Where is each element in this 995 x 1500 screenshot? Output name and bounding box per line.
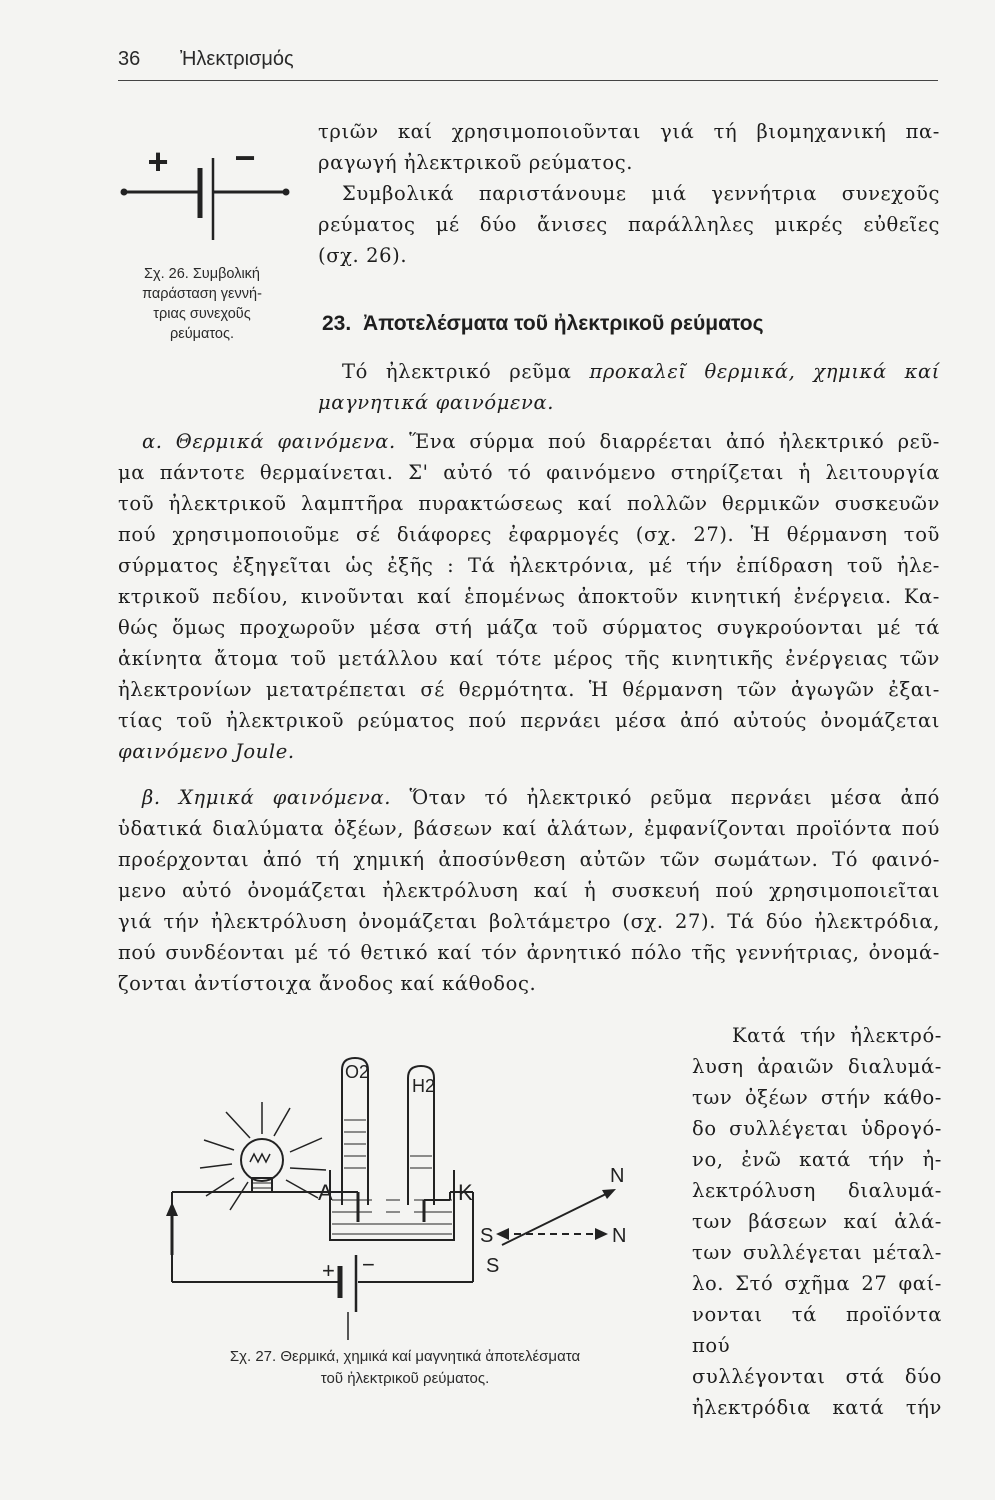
fig27-caption-line: Σχ. 27. Θερμικά, χημικά καί μαγνητικά ἀποτελέσματα [229, 1348, 581, 1365]
side-line: δο συλλέγεται ὑδρογό- [692, 1117, 942, 1140]
fig26-caption-line: ρεύματος. [170, 326, 234, 342]
thermal-line-text: Ἕνα σύρμα πού διαρρέεται ἀπό ἠλεκτρικό ρεῦ- [409, 430, 940, 453]
label-north-1: N [610, 1165, 625, 1187]
thermal-line: ἀκίνητα ἄτομα τοῦ μετάλλου καί τότε μέρος τῆς κινητικῆς ἐνέργειας τῶν [118, 647, 940, 670]
side-line: λο. Στό σχῆμα 27 φαί- [692, 1272, 942, 1295]
label-south-1: S [480, 1225, 494, 1247]
o2-tube-liquid [344, 1120, 366, 1168]
lead-italic-text: μαγνητικά φαινόμενα. [318, 391, 555, 414]
label-south-2: S [486, 1255, 500, 1277]
intro-line: ραγωγή ἠλεκτρικοῦ ρεύματος. [318, 151, 634, 174]
side-line: συλλέγονται στά δύο [692, 1365, 942, 1388]
thermal-line [118, 736, 940, 767]
side-line: ἠλεκτρόδια κατά τήν [692, 1396, 942, 1419]
section-lead-line-2 [318, 387, 554, 418]
side-line: των ὀξέων στήν κάθο- [692, 1086, 942, 1109]
page-number: 36 [118, 48, 141, 70]
label-battery-minus: − [362, 1252, 375, 1277]
thermal-line: σύρματος ἐξηγεῖται ὡς ἐξῆς : Τά ἠλεκτρόνια, μέ τήν ἐπίδραση τοῦ ἠλε- [118, 554, 940, 577]
thermal-heading: α. Θερμικά φαινόμενα. [142, 430, 396, 453]
chemical-line: ζονται ἀντίστοιχα ἄνοδος καί κάθοδος. [118, 972, 537, 995]
side-line: νο, ἐνῶ κατά τήν ἠ- [692, 1148, 942, 1171]
side-line: των βάσεων καί ἁλά- [692, 1210, 942, 1233]
thermal-line: πού χρησιμοποιοῦμε σέ διάφορες ἐφαρμογές (σχ. 27). Ἡ θέρμανση τοῦ [118, 523, 940, 546]
running-title: Ἠλεκτρισμός [180, 48, 294, 70]
figure-26-generator-symbol [112, 130, 302, 255]
chemical-line: πού συνδέονται μέ τό θετικό καί τόν ἀρνητικό πόλο τῆς γεννήτριας, ὀνομά- [118, 941, 940, 964]
section-lead [342, 356, 940, 387]
side-line: λεκτρόλυση διαλυμά- [692, 1179, 942, 1202]
lead-italic-text: προκαλεῖ θερμικά, χημικά καί [589, 360, 940, 383]
thermal-line: τοῦ ἠλεκτρικοῦ λαμπτῆρα πυρακτώσεως καί πολλῶν θερμικῶν συσκευῶν [118, 492, 940, 515]
label-anode: A [318, 1180, 333, 1205]
label-cathode: K [458, 1180, 473, 1205]
section-heading [322, 312, 764, 336]
electrolyte-hatch [332, 1200, 452, 1234]
thermal-line [118, 426, 940, 457]
side-line: νονται τά προϊόντα πού [692, 1303, 942, 1357]
header-rule [118, 80, 938, 81]
chemical-line: μενο αὐτό ὀνομάζεται ἠλεκτρόλυση καί ἡ συσκευή πού χρησιμοποιεῖται [118, 879, 940, 902]
label-battery-plus: + [322, 1258, 335, 1283]
fig27-caption-line: τοῦ ἠλεκτρικοῦ ρεύματος. [320, 1370, 490, 1387]
chemical-heading: β. Χημικά φαινόμενα. [142, 786, 392, 809]
side-line: Κατά τήν ἠλεκτρό- [732, 1024, 942, 1047]
section-title: Ἀποτελέσματα τοῦ ἠλεκτρικοῦ ρεύματος [363, 312, 764, 335]
chemical-line [118, 782, 940, 813]
label-o2: O2 [345, 1062, 370, 1082]
figure-27-caption [140, 1346, 670, 1390]
lead-plain-text: Τό ἠλεκτρικό ρεῦμα [342, 360, 590, 383]
chemical-line-text: Ὅταν τό ἠλεκτρικό ρεῦμα περνάει μέσα ἀπό [409, 786, 940, 809]
thermal-paragraph [118, 426, 940, 767]
thermal-line: ἠλεκτρονίων μετατρέπεται σέ θερμότητα. Ἡ θέρμανση τῶν ἀγωγῶν ἐξαι- [118, 678, 940, 701]
label-north-2: N [612, 1225, 627, 1247]
thermal-line: μα πάντοτε θερμαίνεται. Σ' αὐτό τό φαινόμενο στηρίζεται ἡ λειτουργία [118, 461, 940, 484]
fig26-caption-line: παράσταση γεννή- [142, 286, 262, 302]
lead-line [342, 356, 940, 387]
intro-paragraph [318, 116, 940, 271]
intro-line: τριῶν καί χρησιμοποιοῦνται γιά τή βιομηχανική πα- [318, 120, 940, 143]
fig26-minus-label: − [234, 137, 256, 178]
chemical-line: γιά τήν ἠλεκτρόλυση ὀνομάζεται βολτάμετρο (σχ. 27). Τά δύο ἠλεκτρόδια, [118, 910, 940, 933]
side-line: των συλλέγεται μέταλ- [692, 1241, 942, 1264]
fig26-plus-label: + [147, 141, 169, 182]
chemical-line: προέρχονται ἀπό τή χημική ἀποσύνθεση αὐτῶν τῶν σωμάτων. Τό φαινό- [118, 848, 940, 871]
figure-27-circuit-diagram [150, 1050, 670, 1340]
intro-line: (σχ. 26). [318, 244, 408, 267]
joule-term: φαινόμενο Joule. [118, 740, 295, 763]
intro-line: Συμβολικά παριστάνουμε μιά γεννήτρια συνεχοῦς [342, 182, 940, 205]
h2-tube-liquid [410, 1156, 432, 1168]
chemical-line: ὑδατικά διαλύματα ὀξέων, βάσεων καί ἁλάτων, ἐμφανίζονται προϊόντα πού [118, 817, 940, 840]
figure-26-caption [112, 264, 292, 344]
intro-line: ρεύματος μέ δύο ἄνισες παράλληλες μικρές εὐθεῖες [318, 213, 940, 236]
section-number: 23. [322, 312, 352, 335]
fig26-caption-line: τριας συνεχοῦς [153, 306, 251, 322]
chemical-paragraph [118, 782, 940, 999]
thermal-line: θώς ὅμως προχωροῦν μέσα στή μάζα τοῦ σύρματος συγκρούονται μέ τά [118, 616, 940, 639]
fig26-caption-line: Σχ. 26. Συμβολική [144, 266, 260, 282]
thermal-line: κτρικοῦ πεδίου, κινοῦνται καί ἑπομένως ἀποκτοῦν κινητική ἐνέργεια. Κα- [118, 585, 940, 608]
label-h2: H2 [412, 1076, 436, 1096]
side-line: λυση ἀραιῶν διαλυμά- [692, 1055, 942, 1078]
side-paragraph [692, 1020, 942, 1423]
thermal-line: τίας τοῦ ἠλεκτρικοῦ ρεύματος πού περνάει μέσα ἀπό αὐτούς ὀνομάζεται [118, 709, 940, 732]
